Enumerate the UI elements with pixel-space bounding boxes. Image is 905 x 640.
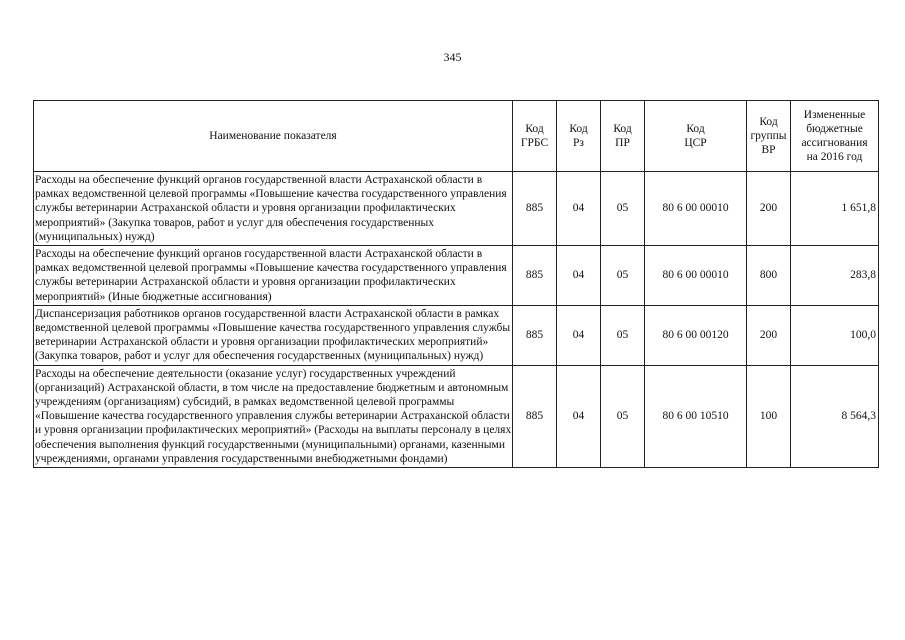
header-csr-code: Код ЦСР — [645, 101, 747, 172]
row-vr-code: 100 — [747, 365, 791, 467]
row-csr-code: 80 6 00 00010 — [645, 172, 747, 246]
header-rz-code: Код Рз — [557, 101, 601, 172]
budget-table — [33, 100, 879, 468]
row-pr-code: 05 — [601, 365, 645, 467]
row-csr-code: 80 6 00 10510 — [645, 365, 747, 467]
row-pr-code: 05 — [601, 172, 645, 246]
row-rz-code: 04 — [557, 365, 601, 467]
row-grbs-code: 885 — [513, 305, 557, 365]
header-amended-appropriations: Измененные бюджетные ассигнования на 2016 год — [791, 101, 879, 172]
row-amount: 100,0 — [791, 305, 879, 365]
row-indicator-name: Расходы на обеспечение функций органов государственной власти Астраханской области в рамках ведомственной целевой программы «Повышение качества государственного управления службы ветеринарии Астраханской области и уровня организации профилактических мероприятий» (Закупка товаров, работ и услуг для обеспечения государственных (муниципальных) нужд) — [34, 172, 513, 246]
row-vr-code: 200 — [747, 172, 791, 246]
row-indicator-name: Расходы на обеспечение деятельности (оказание услуг) государственных учреждений (организаций) Астраханской области, в том числе на предоставление бюджетным и автономным учреждениям (организациям) субсидий, в рамках ведомственной целевой программы «Повышение качества государственного управления службы ветеринарии Астраханской области и уровня организации профилактических мероприятий» (Расходы на выплаты персоналу в целях обеспечения выполнения функций государственными (муниципальными) органами, казенными учреждениями, органами управления государственными внебюджетными фондами) — [34, 365, 513, 467]
row-rz-code: 04 — [557, 246, 601, 306]
row-vr-code: 200 — [747, 305, 791, 365]
row-pr-code: 05 — [601, 305, 645, 365]
row-grbs-code: 885 — [513, 246, 557, 306]
row-vr-code: 800 — [747, 246, 791, 306]
header-grbs-code: Код ГРБС — [513, 101, 557, 172]
row-indicator-name: Расходы на обеспечение функций органов государственной власти Астраханской области в рамках ведомственной целевой программы «Повышение качества государственного управления службы ветеринарии Астраханской области и уровня организации профилактических мероприятий» (Иные бюджетные ассигнования) — [34, 246, 513, 306]
header-indicator-name: Наименование показателя — [34, 101, 513, 172]
row-csr-code: 80 6 00 00120 — [645, 305, 747, 365]
row-indicator-name: Диспансеризация работников органов государственной власти Астраханской области в рамках ведомственной целевой программы «Повышение качества государственного управления службы ветеринарии Астраханской области и уровня организации профилактических мероприятий» (Закупка товаров, работ и услуг для обеспечения государственных (муниципальных) нужд) — [34, 305, 513, 365]
page-number: 345 — [443, 50, 462, 64]
row-csr-code: 80 6 00 00010 — [645, 246, 747, 306]
row-pr-code: 05 — [601, 246, 645, 306]
row-grbs-code: 885 — [513, 172, 557, 246]
row-amount: 1 651,8 — [791, 172, 879, 246]
row-grbs-code: 885 — [513, 365, 557, 467]
row-rz-code: 04 — [557, 305, 601, 365]
table-row — [34, 305, 879, 365]
table-row — [34, 246, 879, 306]
table-row — [34, 172, 879, 246]
table-row — [34, 365, 879, 467]
row-amount: 283,8 — [791, 246, 879, 306]
header-row — [34, 101, 879, 172]
row-rz-code: 04 — [557, 172, 601, 246]
header-pr-code: Код ПР — [601, 101, 645, 172]
row-amount: 8 564,3 — [791, 365, 879, 467]
header-vr-group-code: Код группы ВР — [747, 101, 791, 172]
